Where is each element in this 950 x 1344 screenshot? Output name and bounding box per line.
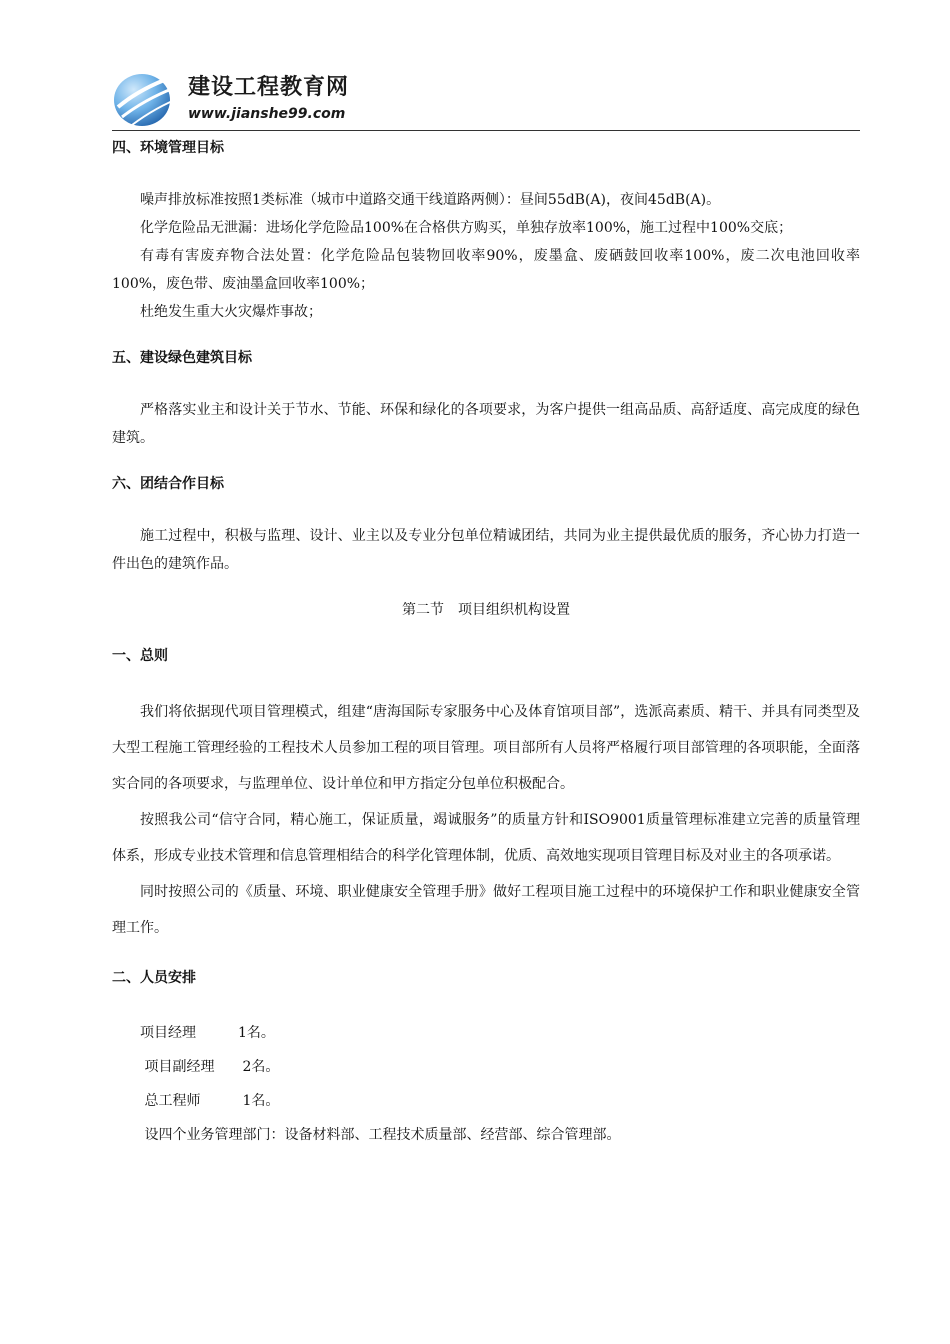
chapter-title: 第二节 项目组织机构设置: [402, 602, 570, 618]
section-heading-green-building: 五、建设绿色建筑目标: [112, 350, 252, 366]
paragraph: 施工过程中，积极与监理、设计、业主以及专业分包单位精诚团结，共同为业主提供最优质的服务，齐心协力打造一件出色的建筑作品。: [112, 528, 860, 572]
document-body: [112, 134, 860, 1152]
paragraph: 我们将依据现代项目管理模式，组建“唐海国际专家服务中心及体育馆项目部”，选派高素质、精干、并具有同类型及大型工程施工管理经验的工程技术人员参加工程的项目管理。项目部所有人员将严格履行项目部管理的各项职能，全面落实合同的各项要求，与监理单位、设计单位和甲方指定分包单位积极配合。: [112, 704, 860, 792]
page-header: [112, 62, 860, 134]
staff-row: 项目副经理 2名。: [140, 1059, 280, 1075]
section-heading-environment: 四、环境管理目标: [112, 140, 224, 156]
section-heading-staffing: 二、人员安排: [112, 970, 196, 986]
paragraph: 有毒有害废弃物合法处置：化学危险品包装物回收率90%，废墨盒、废硒鼓回收率100%，废二次电池回收率100%，废色带、废油墨盒回收率100%；: [112, 248, 860, 292]
brand-url[interactable]: www.jianshe99.com: [188, 106, 346, 122]
globe-logo-icon: [112, 67, 184, 129]
paragraph: 化学危险品无泄漏：进场化学危险品100%在合格供方购买，单独存放率100%，施工过程中100%交底；: [140, 220, 793, 236]
brand-name: 建设工程教育网: [188, 75, 350, 100]
paragraph: 同时按照公司的《质量、环境、职业健康安全管理手册》做好工程项目施工过程中的环境保护工作和职业健康安全管理工作。: [112, 884, 860, 936]
paragraph: 噪声排放标准按照1类标准（城市中道路交通干线道路两侧）：昼间55dB(A)，夜间45dB(A)。: [140, 192, 721, 208]
staff-row: 总工程师 1名。: [140, 1093, 280, 1109]
section-heading-cooperation: 六、团结合作目标: [112, 476, 224, 492]
paragraph: 严格落实业主和设计关于节水、节能、环保和绿化的各项要求，为客户提供一组高品质、高舒适度、高完成度的绿色建筑。: [112, 402, 860, 446]
paragraph: 按照我公司“信守合同，精心施工，保证质量，竭诚服务”的质量方针和ISO9001质量管理标准建立完善的质量管理体系，形成专业技术管理和信息管理相结合的科学化管理体制，优质、高效地实现项目管理目标及对业主的各项承诺。: [112, 812, 860, 864]
section-heading-general: 一、总则: [112, 648, 168, 664]
staff-row: 项目经理 1名。: [140, 1025, 275, 1041]
paragraph: 杜绝发生重大火灾爆炸事故；: [140, 304, 322, 320]
staff-row: 设四个业务管理部门：设备材料部、工程技术质量部、经营部、综合管理部。: [140, 1127, 621, 1143]
header-divider: [112, 130, 860, 131]
